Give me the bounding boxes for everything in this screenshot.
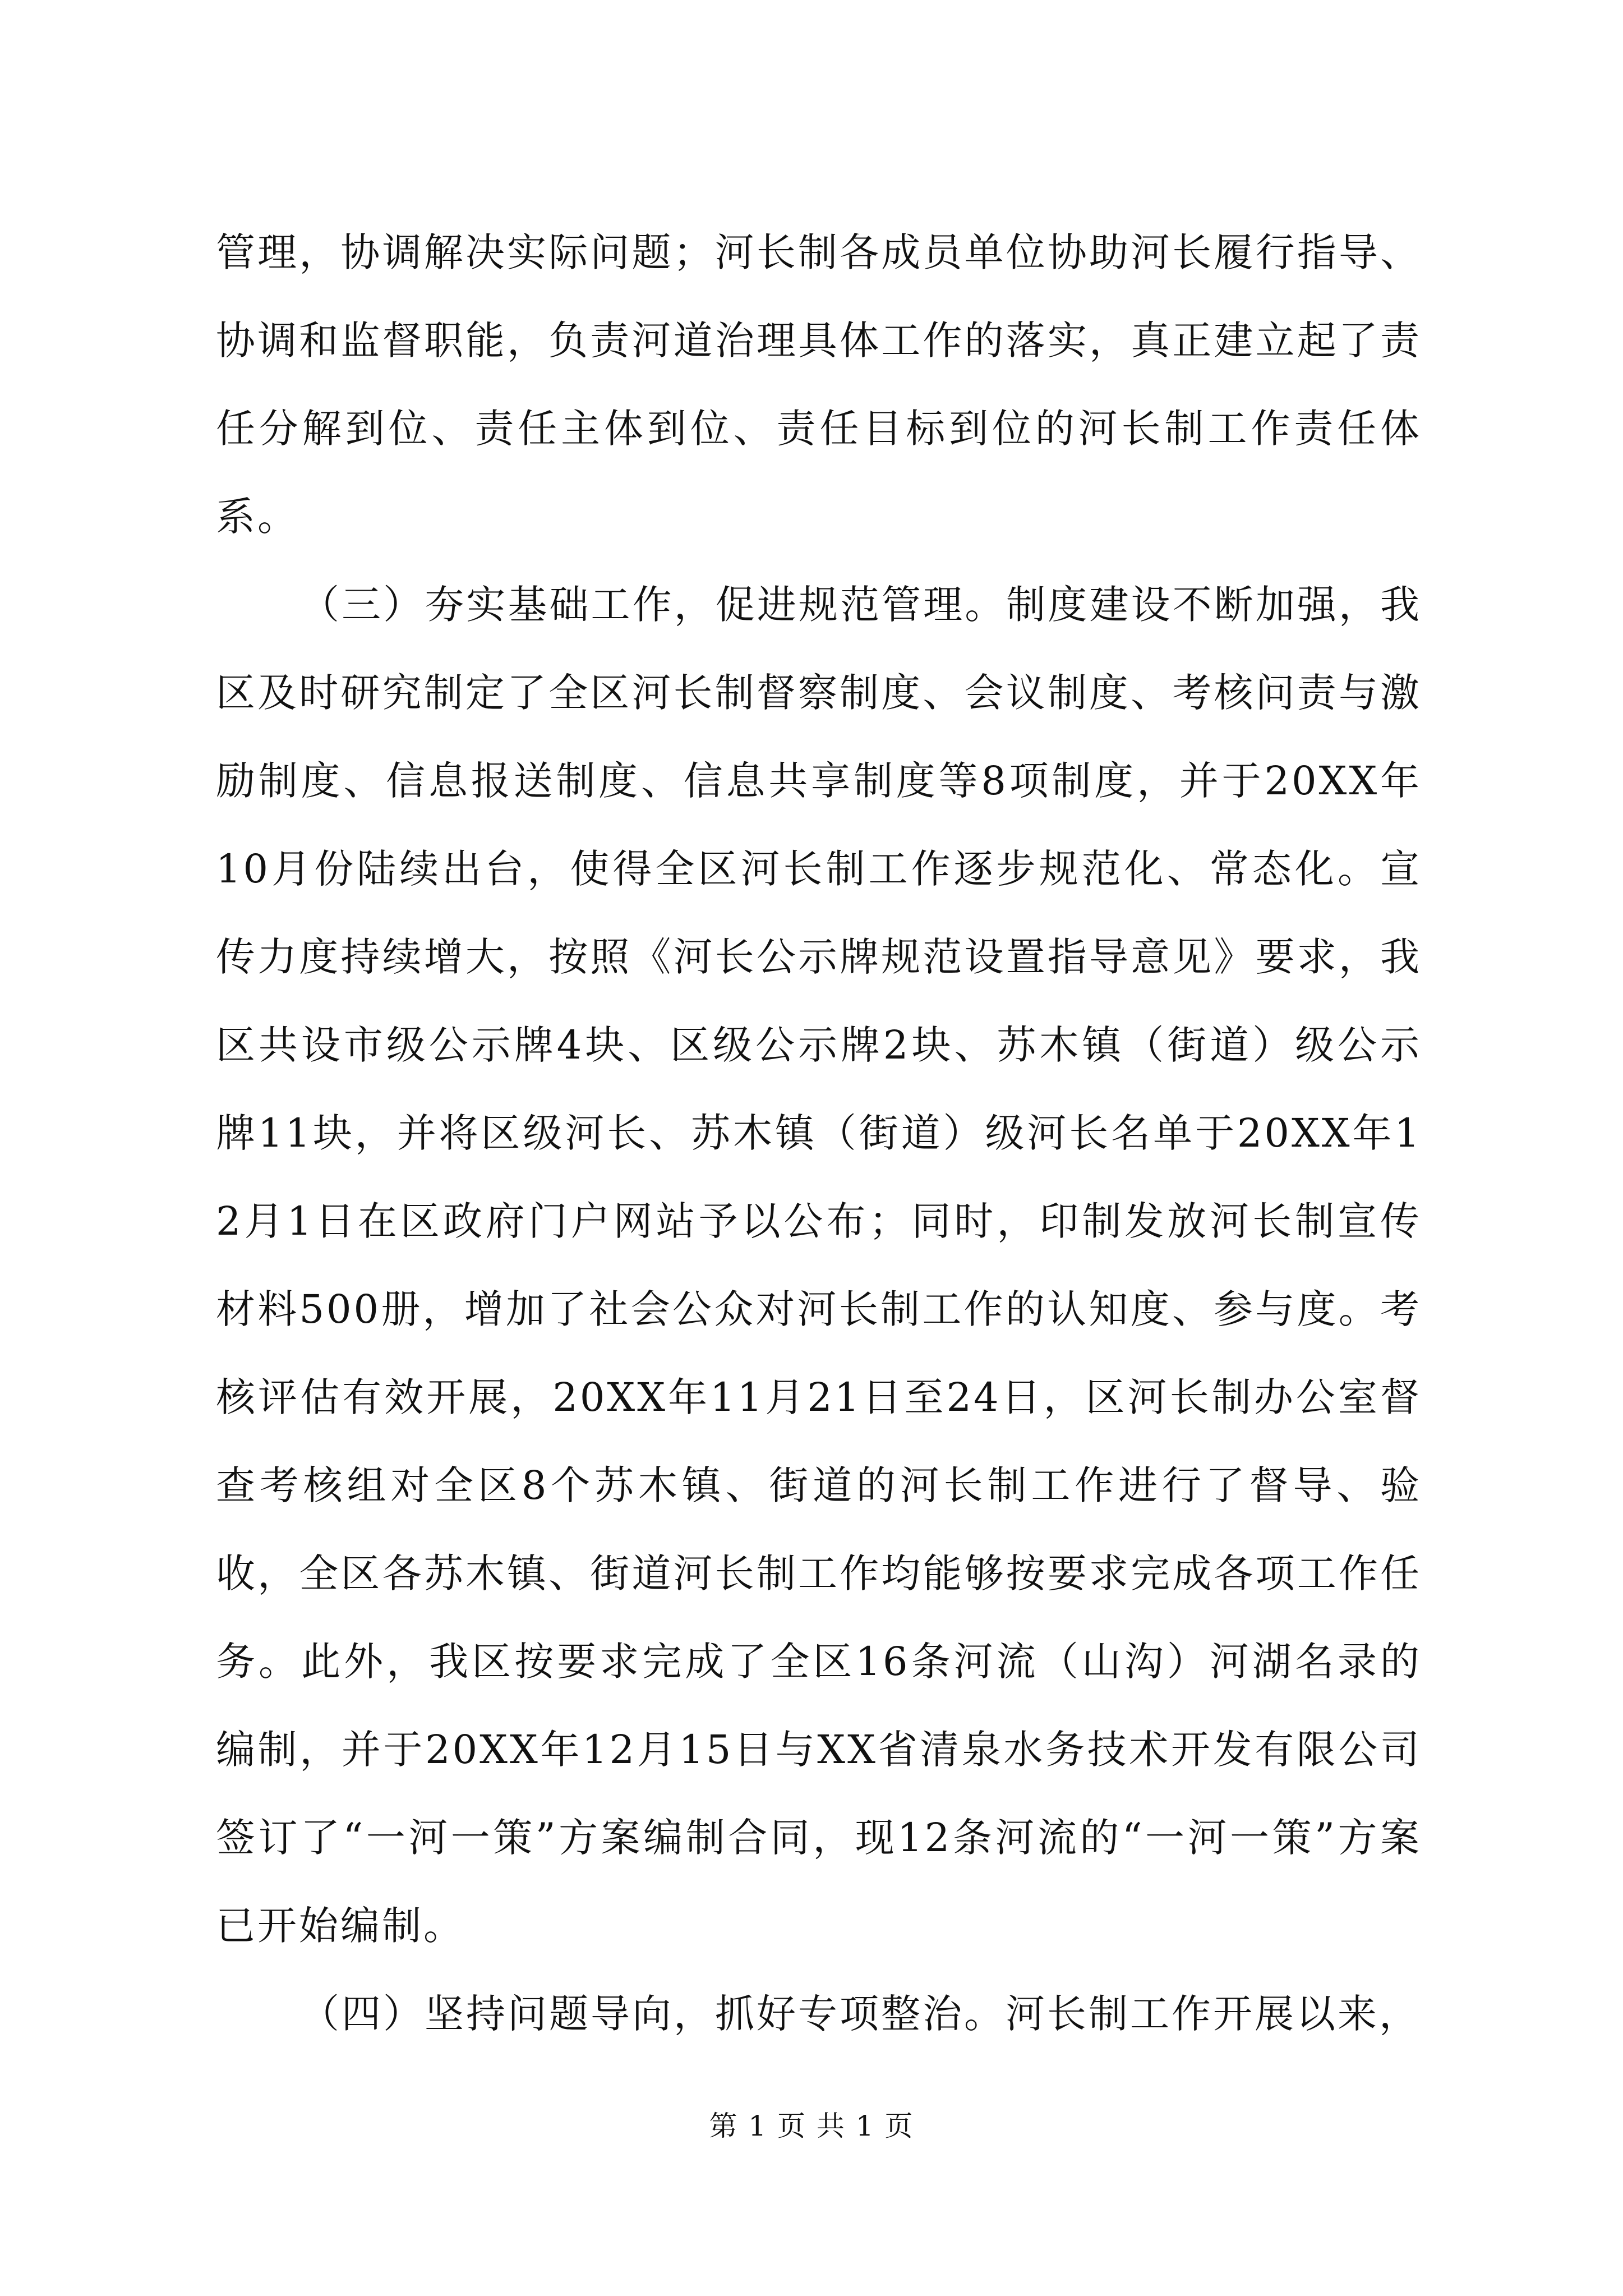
paragraph-section-four: （四）坚持问题导向，抓好专项整治。河长制工作开展以来， — [300, 1991, 1421, 2037]
paragraph-section-three: （三）夯实基础工作，促进规范管理。制度建设不断加强，我区及时研究制定了全区河长制督察制度、会议制度、考核问责与激励制度、信息报送制度、信息共享制度等8项制度，并于20XX年10月份陆续出台，使得全区河长制工作逐步规范化、常态化。宣传力度持续增大，按照《河长公示牌规范设置指导意见》要求，我区共设市级公示牌4块、区级公示牌2块、苏木镇（街道）级公示牌11块，并将区级河长、苏木镇（街道）级河长名单于20XX年12月1日在区政府门户网站予以公布；同时，印制发放河长制宣传材料500册，增加了社会公众对河长制工作的认知度、参与度。考核评估有效开展，20XX年11月21日至24日，区河长制办公室督查考核组对全区8个苏木镇、街道的河长制工作进行了督导、验收，全区各苏木镇、街道河长制工作均能够按要求完成各项工作任务。此外，我区按要求完成了全区16条河流（山沟）河湖名录的编制，并于20XX年12月15日与XX省清泉水务技术开发有限公司签订了“一河一策”方案编制合同，现12条河流的“一河一策”方案已开始编制。 — [216, 582, 1422, 1949]
paragraph-responsibility-system: 管理，协调解决实际问题；河长制各成员单位协助河长履行指导、协调和监督职能，负责河道治理具体工作的落实，真正建立起了责任分解到位、责任主体到位、责任目标到位的河长制工作责任体系。 — [216, 229, 1422, 540]
page-footer: 第 1 页 共 1 页 — [709, 2110, 914, 2142]
document-body — [216, 209, 1422, 2058]
